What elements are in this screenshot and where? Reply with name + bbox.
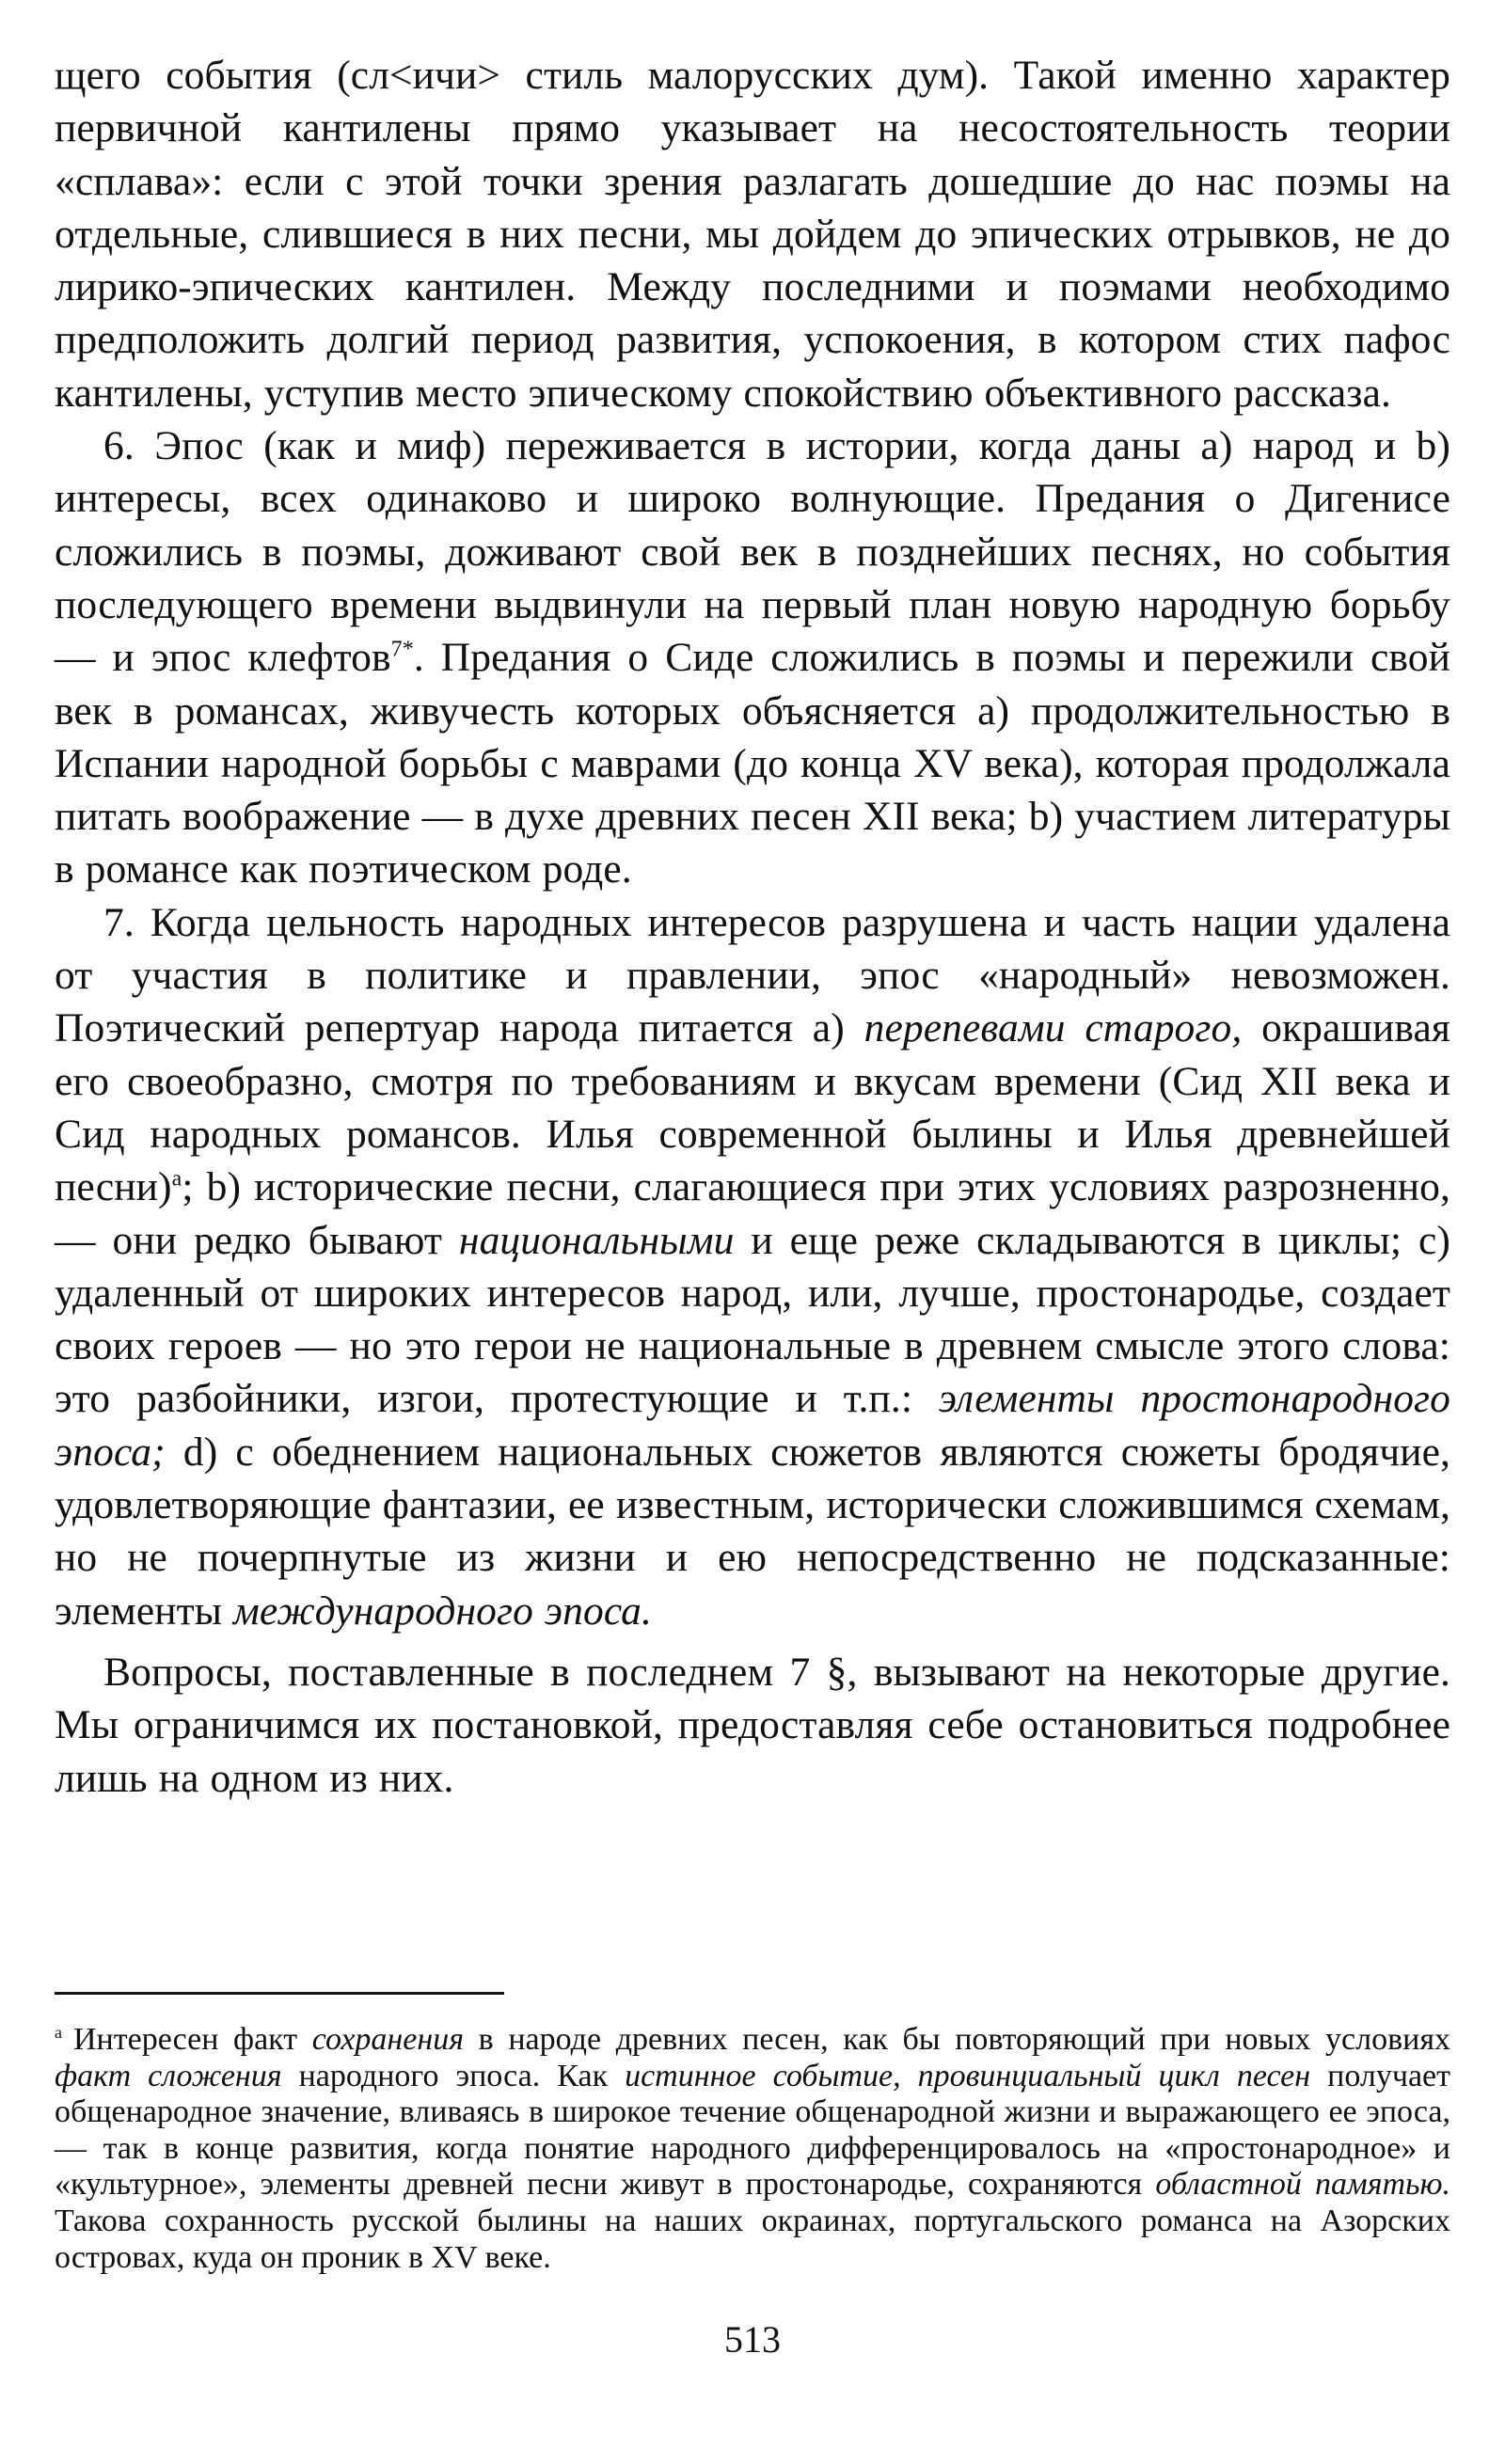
footnote-mark: а <box>55 2022 62 2042</box>
page-number: 513 <box>724 2318 781 2361</box>
text-run: и еще реже складываются в циклы; с) удаленный от широких интересов народ, или, лучше, простонародье, создает своих героев — но это герои не национальные в древнем смысле этого слова: это разбойники, изгои, протестующие и т.п.: <box>55 1217 1450 1422</box>
text-run: . Предания о Сиде сложились в поэмы и пережили свой век в романсах, живучесть которых объясняется а) продолжительностью в Испании народной борьбы с маврами (до конца XV века), которая продолжала питать воображение — в духе древних песен XII века; b) участием литературы в романсе как поэтическом роде. <box>55 635 1450 892</box>
main-text <box>55 49 1450 1805</box>
book-page <box>55 49 1450 2419</box>
text-run: 7. Когда цельность народных интересов разрушена и часть нации удалена от участия в политике и правлении, эпос «народный» невозможен. Поэтический репертуар народа питается а) <box>55 899 1450 1051</box>
emphasis: областной памятью. <box>1155 2167 1450 2203</box>
paragraph-questions: Вопросы, поставленные в последнем 7 §, вызывают на некоторые другие. Мы ограничимся их постановкой, предоставляя себе остановиться подробнее лишь на одном из них. <box>55 1649 1450 1801</box>
text-run: 6. Эпос (как и миф) переживается в истории, когда даны а) народ и b) интересы, всех одинаково и широко волнующие. Предания о Дигенисе сложились в поэмы, доживают свой век в позднейших песнях, но события последующего времени выдвинули на первый план новую народную борьбу — и эпос клефтов <box>55 423 1450 681</box>
paragraph-section-6 <box>55 419 1450 896</box>
text-run: окрашивая его своеобразно, смотря по требованиям и вкусам времени (Сид XII века и Сид народных романсов. Илья современной былины и Илья древнейшей песни) <box>55 1005 1450 1210</box>
footnote-text: народного эпоса. Как <box>281 2058 626 2093</box>
emphasis: сохранения <box>311 2022 465 2057</box>
paragraph-continuation: щего события (сл<ичи> стиль малорусских дум). Такой именно характер первичной кантилены прямо указывает на несостоятельность теории «сплава»: если с этой точки зрения разлагать дошедшие до нас поэмы на отдельные, слившиеся в них песни, мы дойдем до эпических отрывков, не до лирико-эпических кантилен. Между последними и поэмами необходимо предположить долгий период развития, успокоения, в котором стих пафос кантилены, уступив место эпическому спокойствию объективного рассказа. <box>55 53 1450 416</box>
emphasis: международного эпоса. <box>233 1587 652 1634</box>
footnote-text: получает общенародное значение, вливаясь в широкое течение общенародной жизни и выражающего ее эпоса, — так в конце развития, когда понятие народного дифференцировалось на «простонародное» и «культурное», элементы древней песни живут в простонародье, сохраняются <box>55 2058 1451 2203</box>
emphasis: истинное событие, провинциальный цикл песен <box>625 2058 1311 2093</box>
emphasis: перепевами старого, <box>863 1005 1243 1051</box>
emphasis: национальными <box>458 1217 735 1263</box>
paragraph-section-7 <box>55 896 1450 1637</box>
footnote-text: в народе древних песен, как бы повторяющий при новых условиях <box>464 2022 1450 2057</box>
footnote <box>55 2022 1450 2276</box>
footnote-text: Интересен факт <box>73 2022 312 2057</box>
footnote-ref: 7* <box>390 637 414 662</box>
footnote-separator <box>55 1992 504 1995</box>
text-run: d) с обеднением национальных сюжетов являются сюжеты бродячие, удовлетворяющие фантазии, ее известным, исторически сложившимся схемам, но не почерпнутые из жизни и ею непосредственно не подсказанные: элементы <box>55 1429 1450 1634</box>
footnote-ref: а <box>171 1166 182 1192</box>
text-run: ; b) исторические песни, слагающиеся при этих условиях разрозненно, — они редко бывают <box>55 1164 1450 1263</box>
emphasis: элементы простонародного эпоса; <box>55 1376 1450 1475</box>
footnote-text: Такова сохранность русской былины на наших окраинах, португальского романса на Азорских островах, куда он проник в XV веке. <box>55 2203 1450 2275</box>
emphasis: факт сложения <box>55 2058 282 2093</box>
